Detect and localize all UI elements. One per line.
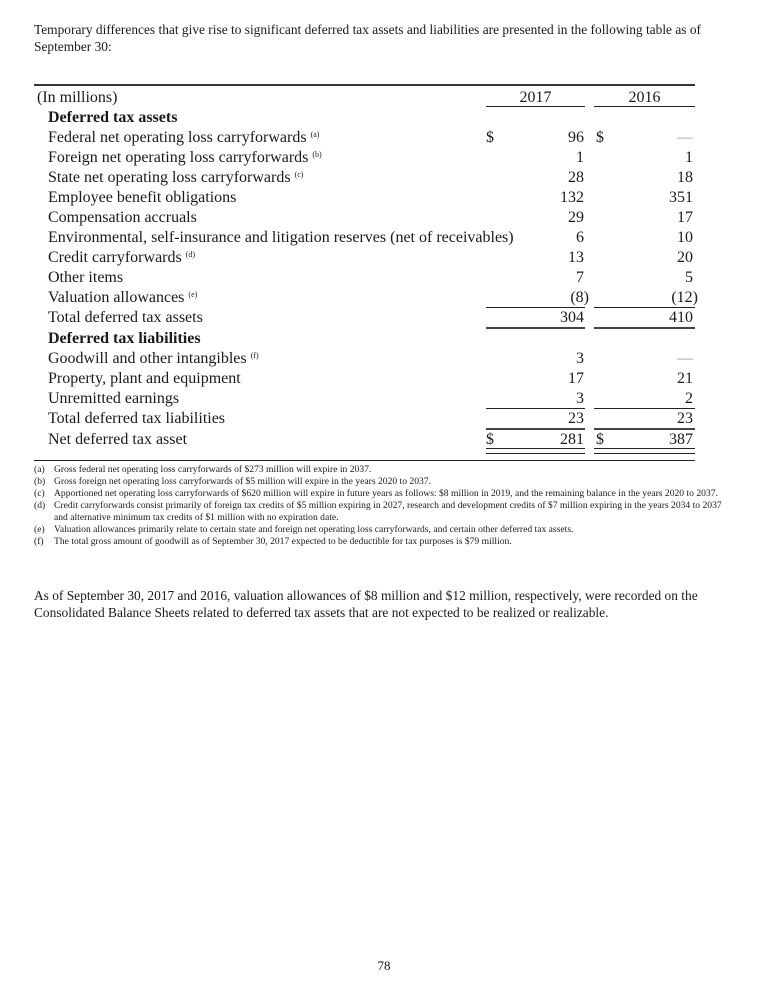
table-row: Compensation accruals 29 17 xyxy=(48,209,693,226)
column-header-2016: 2016 xyxy=(628,89,661,106)
table-row-net: Net deferred tax asset $ 281 $ 387 xyxy=(48,431,693,448)
footnote-b: (b) Gross foreign net operating loss carryforwards of $5 million will expire in the years 2020 to 2037. xyxy=(34,476,432,487)
table-row: Property, plant and equipment 17 21 xyxy=(48,370,693,387)
footnote-a: (a) Gross federal net operating loss carryforwards of $273 million will expire in 2037. xyxy=(34,464,372,475)
closing-paragraph: As of September 30, 2017 and 2016, valuation allowances of $8 million and $12 million, respectively, were recorded on the Consolidated Balance Sheets related to deferred tax assets that are not expected to be realized or realizable. xyxy=(34,588,698,621)
footnote-ref: (f) xyxy=(250,351,259,360)
table-row: Unremitted earnings 3 2 xyxy=(48,390,693,407)
footnotes-rule xyxy=(34,460,695,461)
table-row-total: Total deferred tax liabilities 23 23 xyxy=(48,410,693,427)
section-heading-liabilities: Deferred tax liabilities xyxy=(48,330,201,347)
units-label: (In millions) xyxy=(37,89,118,106)
footnote-d: (d) Credit carryforwards consist primarily of foreign tax credits of $5 million expiring in 2027, research and development credits of $7 million expiring in the years 2034 to 2037 and alternative minimum tax credits of $1 million with no expiration date. xyxy=(34,500,722,523)
footnote-ref: (e) xyxy=(188,290,198,299)
double-rule-2016 xyxy=(594,448,695,454)
footnote-f: (f) The total gross amount of goodwill as of September 30, 2017 expected to be deductible for tax purposes is $79 million. xyxy=(34,536,512,547)
footnotes xyxy=(34,464,724,548)
footnote-ref: (b) xyxy=(312,150,322,159)
footnote-ref: (a) xyxy=(310,130,320,139)
table-row-total: Total deferred tax assets 304 410 xyxy=(48,309,693,326)
table-row: Credit carryforwards $^{(d)}$ 13 20 xyxy=(48,249,693,266)
footnote-ref: (d) xyxy=(185,250,196,259)
table-row: Foreign net operating loss carryforwards $^{(b)}$ 1 1 xyxy=(48,149,693,166)
currency-symbol: $ xyxy=(596,431,604,448)
currency-symbol: $ xyxy=(596,129,604,146)
table-top-rule xyxy=(34,84,695,86)
column-header-2017: 2017 xyxy=(519,89,552,106)
table-row: Valuation allowances $^{(e)}$ (8) (12) xyxy=(48,289,698,306)
table-row: Employee benefit obligations 132 351 xyxy=(48,189,693,206)
page-number: 78 xyxy=(377,958,391,973)
table-row: Goodwill and other intangibles $^{(f)}$ 3 — xyxy=(48,350,693,367)
footnote-c: (c) Apportioned net operating loss carryforwards of $620 million will expire in future years as follows: $8 million in 2019, and the remaining balance in the years 2020 to 2037. xyxy=(34,488,718,499)
section-heading-assets: Deferred tax assets xyxy=(48,109,178,126)
footnote-ref: (c) xyxy=(294,170,304,179)
currency-symbol: $ xyxy=(486,129,494,146)
table-row: Environmental, self-insurance and litigation reserves (net of receivables) 6 10 xyxy=(48,229,693,246)
table-row: Federal net operating loss carryforwards $^{(a)}$ $ 96 $ — xyxy=(48,129,693,146)
double-rule-2017 xyxy=(486,448,585,454)
table-row: Other items 7 5 xyxy=(48,269,693,286)
table-header-row xyxy=(34,87,695,107)
intro-paragraph: Temporary differences that give rise to significant deferred tax assets and liabilities are presented in the following table as of September 30: xyxy=(34,22,701,55)
footnote-e: (e) Valuation allowances primarily relate to certain state and foreign net operating loss carryforwards, and certain other deferred tax assets. xyxy=(34,524,574,535)
currency-symbol: $ xyxy=(486,431,494,448)
table-row: State net operating loss carryforwards $^{(c)}$ 28 18 xyxy=(48,169,693,186)
